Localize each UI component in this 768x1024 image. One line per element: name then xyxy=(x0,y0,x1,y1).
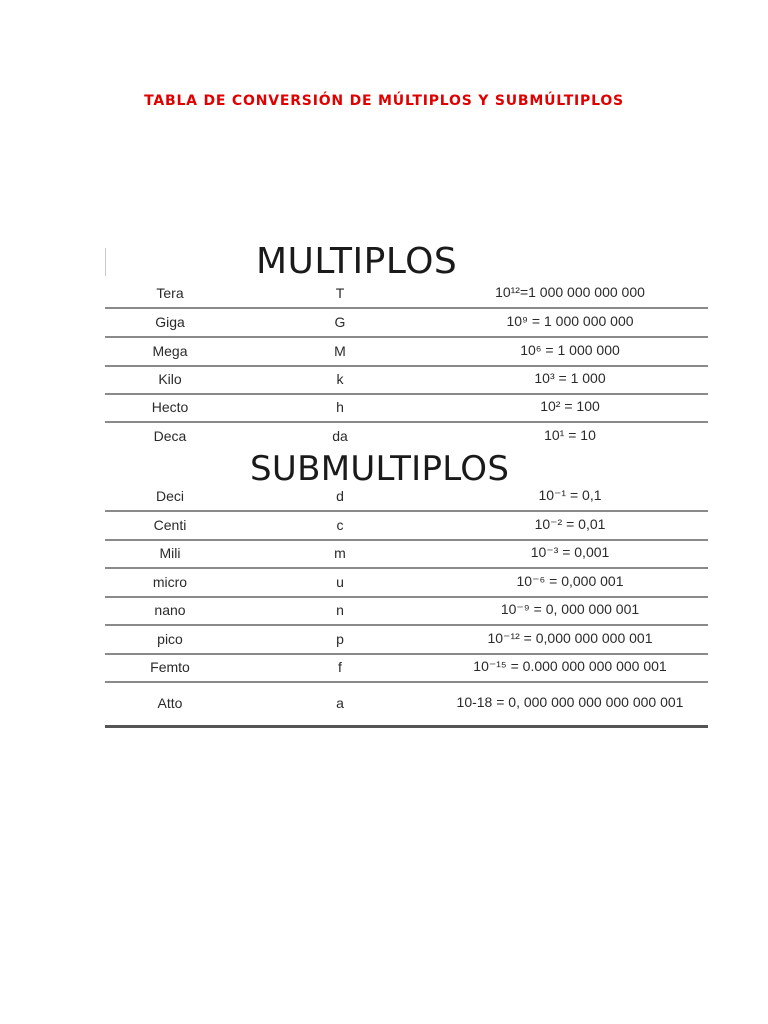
prefix-value: 10¹²=1 000 000 000 000 xyxy=(495,283,645,300)
submultiplos-heading: SUBMULTIPLOS xyxy=(250,449,510,489)
table-row xyxy=(105,392,708,423)
table-row xyxy=(105,481,708,512)
prefix-symbol: c xyxy=(336,516,344,533)
table-row xyxy=(105,567,708,598)
prefix-value: 10² = 100 xyxy=(540,397,600,414)
prefix-value: 10³ = 1 000 xyxy=(534,369,606,386)
prefix-value: 10⁻¹² = 0,000 000 000 001 xyxy=(487,629,653,646)
prefix-value: 10⁻³ = 0,001 xyxy=(530,543,610,560)
prefix-name: Mili xyxy=(159,544,181,561)
prefix-symbol: da xyxy=(332,427,348,444)
table-row xyxy=(105,421,708,450)
table-row xyxy=(105,336,708,367)
prefix-value: 10⁻¹⁵ = 0.000 000 000 000 001 xyxy=(473,657,667,674)
conversion-table-image xyxy=(105,238,708,730)
prefix-value: 10⁻¹ = 0,1 xyxy=(538,486,602,503)
prefix-value: 10⁻⁹ = 0, 000 000 001 xyxy=(500,600,640,617)
prefix-symbol: k xyxy=(336,370,344,387)
table-row xyxy=(105,538,708,569)
image-edge-mark xyxy=(105,248,106,276)
prefix-value: 10⁶ = 1 000 000 xyxy=(520,341,620,358)
prefix-name: Giga xyxy=(155,313,185,330)
prefix-value: 10⁹ = 1 000 000 000 xyxy=(506,312,634,329)
table-row xyxy=(105,652,708,683)
table-row xyxy=(105,307,708,338)
table-row xyxy=(105,278,708,309)
prefix-name: Femto xyxy=(150,658,190,675)
prefix-value: 10⁻² = 0,01 xyxy=(534,515,606,532)
prefix-name: Deci xyxy=(155,487,184,504)
table-row xyxy=(105,510,708,541)
prefix-symbol: M xyxy=(334,342,346,359)
prefix-name: Mega xyxy=(152,342,188,359)
table-row xyxy=(105,624,708,655)
prefix-name: Tera xyxy=(156,284,184,301)
prefix-symbol: n xyxy=(336,601,344,618)
prefix-symbol: f xyxy=(338,658,342,675)
prefix-symbol: a xyxy=(336,695,344,711)
prefix-name: nano xyxy=(154,601,186,618)
prefix-name: Centi xyxy=(153,516,187,533)
prefix-value: 10¹ = 10 xyxy=(544,426,596,443)
prefix-symbol: h xyxy=(336,398,344,415)
prefix-name: Kilo xyxy=(158,370,182,387)
multiplos-heading: MULTIPLOS xyxy=(256,241,458,282)
prefix-symbol: u xyxy=(336,573,344,590)
prefix-symbol: d xyxy=(336,487,344,504)
prefix-name: micro xyxy=(152,573,188,590)
table-row xyxy=(105,595,708,626)
prefix-value: 10⁻⁶ = 0,000 001 xyxy=(516,572,624,589)
prefix-symbol: T xyxy=(335,284,345,301)
prefix-symbol: m xyxy=(334,544,346,561)
prefix-symbol: G xyxy=(334,313,346,330)
prefix-value: 10-18 = 0, 000 000 000 000 000 001 xyxy=(456,694,684,711)
prefix-name: pico xyxy=(157,630,183,647)
table-row xyxy=(105,681,708,728)
table-row xyxy=(105,364,708,395)
prefix-symbol: p xyxy=(336,630,344,647)
prefix-name: Hecto xyxy=(151,398,189,415)
prefix-name: Atto xyxy=(157,695,183,711)
prefix-name: Deca xyxy=(153,427,187,444)
document-title: TABLA DE CONVERSIÓN DE MÚLTIPLOS Y SUBMÚLTIPLOS xyxy=(144,93,624,109)
